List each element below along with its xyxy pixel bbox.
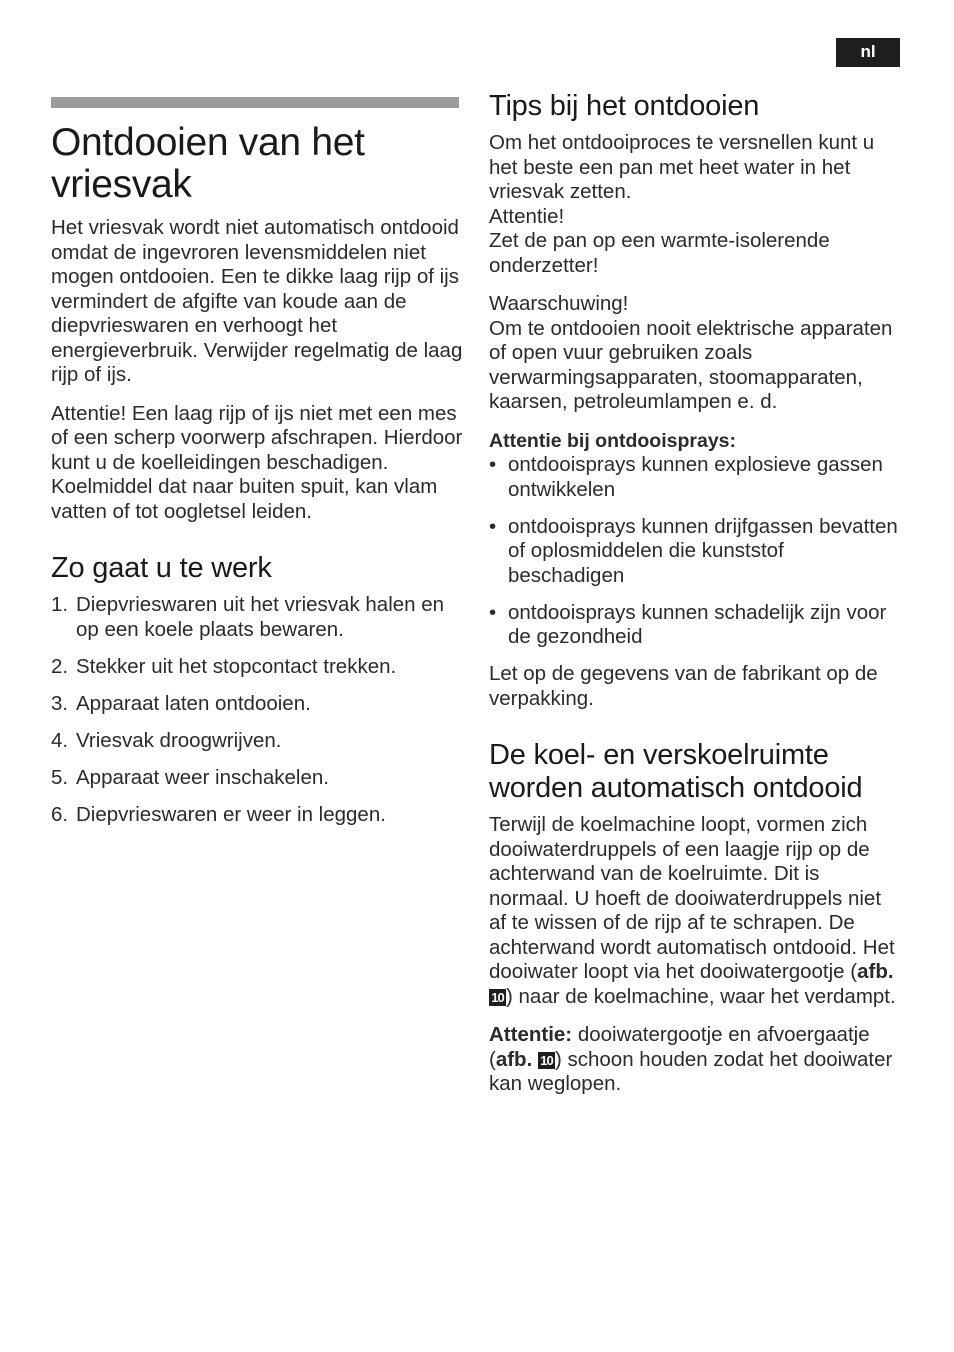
step-text: Diepvrieswaren er weer in leggen. (76, 802, 386, 826)
attention-text-pre: dooiwatergootje en afvoergaatje ( (489, 1023, 870, 1071)
figure-number-badge: 10 (538, 1052, 555, 1069)
step-number: 2. (51, 654, 69, 678)
page-title: Ontdooien van het vriesvak (51, 121, 365, 206)
bullet-icon: • (489, 514, 497, 538)
step-item (51, 655, 463, 680)
drain-attention-paragraph (489, 1023, 901, 1097)
step-text: Stekker uit het stopcontact trekken. (76, 654, 397, 678)
list-item (489, 601, 901, 650)
step-item (51, 729, 463, 754)
step-text: Apparaat weer inschakelen. (76, 765, 329, 789)
tips-heading: Tips bij het ontdooien (489, 90, 760, 122)
sprays-heading: Attentie bij ontdooisprays: (489, 429, 737, 452)
attention-label: Attentie: (489, 1023, 573, 1046)
auto-text-pre: Terwijl de koelmachine loopt, vormen zich dooiwaterdruppels of een laagje rijp op de achterwand van de koelruimte. Dit is normaal. U hoeft de dooiwaterdruppels niet af te wissen of de rijp af te schrapen. De achterwand wordt automatisch ontdooid. Het dooiwater loopt via het dooiwatergootje ( (489, 813, 895, 983)
list-item (489, 453, 901, 502)
section-rule (51, 97, 459, 108)
step-item (51, 692, 463, 717)
sprays-note: Let op de gegevens van de fabrikant op de verpakking. (489, 662, 878, 710)
right-column (489, 90, 901, 1097)
auto-text-post: ) naar de koelmachine, waar het verdampt. (506, 984, 896, 1008)
figure-label: afb. (495, 1047, 533, 1071)
steps-list (51, 593, 463, 827)
step-number: 3. (51, 691, 69, 715)
language-badge: nl (836, 38, 900, 67)
auto-defrost-paragraph (489, 813, 901, 1009)
figure-label: afb. (857, 960, 894, 983)
steps-heading: Zo gaat u te werk (51, 552, 272, 584)
step-item (51, 593, 463, 642)
step-text: Diepvrieswaren uit het vriesvak halen en op een koele plaats bewaren. (76, 593, 445, 641)
tips-paragraph: Om het ontdooiproces te versnellen kunt u het beste een pan met heet water in het vriesvak zetten. (489, 131, 875, 203)
warning-title: Waarschuwing! (489, 292, 629, 315)
attention-paragraph: Attentie! Een laag rijp of ijs niet met een mes of een scherp voorwerp afschrapen. Hierdoor kunt u de koelleidingen beschadigen. Koelmiddel dat naar buiten spuit, kan vlam vatten of tot oogletsel leiden. (51, 401, 463, 523)
intro-paragraph: Het vriesvak wordt niet automatisch ontdooid omdat de ingevroren levensmiddelen niet mogen ontdooien. Een te dikke laag rijp of ijs vermindert de afgifte van koude aan de diepvrieswaren en verhoogt het energieverbruik. Verwijder regelmatig de laag rijp of ijs. (51, 216, 463, 386)
left-column (51, 97, 463, 840)
warning-text: Om te ontdooien nooit elektrische apparaten of open vuur gebruiken zoals verwarmingsapparaten, stoomapparaten, kaarsen, petroleumlampen e. d. (489, 316, 893, 413)
list-item-text: ontdooisprays kunnen explosieve gassen ontwikkelen (508, 453, 883, 501)
step-number: 1. (51, 593, 69, 616)
list-item-text: ontdooisprays kunnen schadelijk zijn voor de gezondheid (508, 600, 887, 648)
figure-number-badge: 10 (489, 989, 506, 1006)
step-text: Vriesvak droogwrijven. (76, 728, 282, 752)
step-item (51, 803, 463, 828)
step-number: 4. (51, 728, 69, 752)
sprays-list (489, 453, 901, 650)
list-item-text: ontdooisprays kunnen drijfgassen bevatten of oplosmiddelen die kunststof beschadigen (508, 514, 898, 587)
list-item (489, 515, 901, 589)
step-item (51, 766, 463, 791)
attention-text-post: ) schoon houden zodat het dooiwater kan weglopen. (489, 1047, 893, 1095)
step-number: 5. (51, 765, 69, 789)
bullet-icon: • (489, 600, 497, 624)
tips-attention-text: Zet de pan op een warmte-isolerende onderzetter! (489, 229, 830, 277)
step-number: 6. (51, 802, 69, 826)
auto-defrost-heading: De koel- en verskoelruimte worden automatisch ontdooid (489, 739, 863, 804)
step-text: Apparaat laten ontdooien. (76, 691, 311, 715)
tips-attention: Attentie! (489, 204, 565, 228)
bullet-icon: • (489, 453, 497, 476)
